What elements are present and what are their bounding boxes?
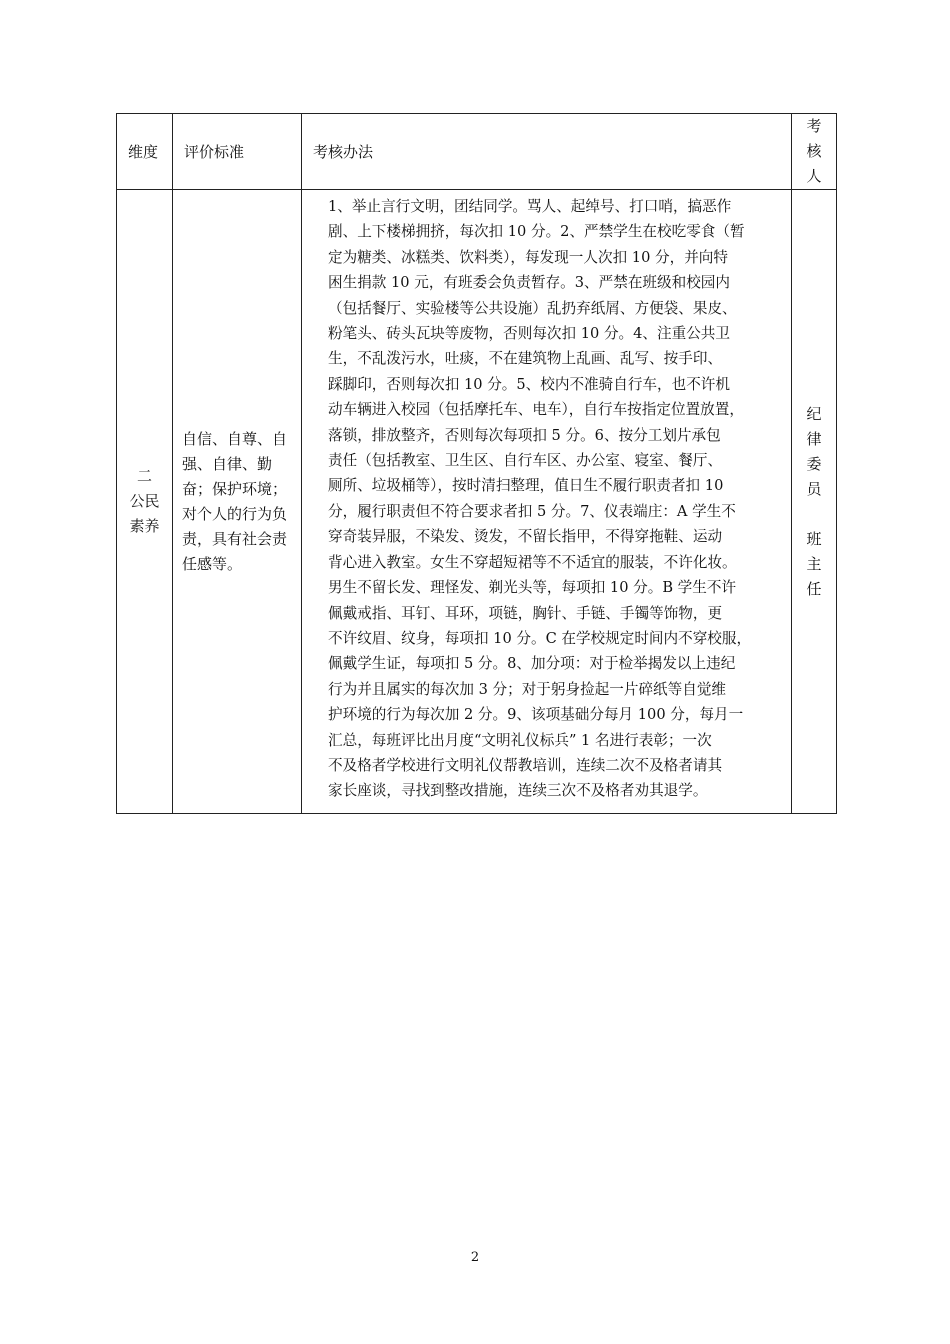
header-examiner-char: 核: [806, 142, 822, 160]
header-examiner-char: 考: [806, 117, 822, 135]
method-line: 佩戴学生证，每项扣 5 分。8、加分项：对于检举揭发以上违纪: [328, 655, 736, 673]
method-line: 背心进入教室。女生不穿超短裙等不不适宜的服装，不许化妆。: [328, 553, 737, 571]
method-line: 1、举止言行文明，团结同学。骂人、起绰号、打口哨，搞恶作: [328, 198, 732, 215]
method-line: 行为并且属实的每次加 3 分；对于躬身捡起一片碎纸等自觉维: [328, 680, 727, 698]
standard-cell: 自信、自尊、自强、自律、勤奋；保护环境；对个人的行为负责，具有社会责任感等。: [173, 190, 302, 814]
method-line: 踩脚印，否则每次扣 10 分。5、校内不准骑自行车，也不许机: [328, 375, 730, 393]
method-line: 佩戴戒指、耳钉、耳环，项链，胸针、手链、手镯等饰物，更: [328, 604, 723, 622]
examiner-char: 班: [806, 529, 822, 548]
evaluation-table: [116, 113, 837, 814]
method-line: 不许纹眉、纹身，每项扣 10 分。C 在学校规定时间内不穿校服，: [328, 629, 752, 647]
method-line: 厕所、垃圾桶等），按时清扫整理，值日生不履行职责者扣 10: [328, 477, 724, 495]
header-dimension: 维度: [117, 114, 173, 190]
method-line: 生，不乱泼污水，吐痰，不在建筑物上乱画、乱写、按手印、: [328, 350, 723, 368]
examiner-gap: [792, 502, 836, 527]
header-standard: 评价标准: [173, 114, 302, 190]
method-line: 责任（包括教室、卫生区、自行车区、办公室、寝室、餐厅、: [328, 452, 723, 470]
method-line: 汇总，每班评比出月度“文明礼仪标兵” 1 名进行表彰；一次: [328, 731, 712, 749]
table-header-row: [117, 114, 837, 190]
method-line: 男生不留长发、理怪发、剃光头等，每项扣 10 分。B 学生不许: [328, 579, 737, 597]
examiner-char: 律: [806, 429, 822, 448]
dimension-cell: [117, 190, 173, 814]
method-line: 动车辆进入校园（包括摩托车、电车），自行车按指定位置放置，: [328, 401, 744, 419]
dimension-line: 素养: [129, 517, 160, 535]
header-method: 考核办法: [302, 114, 792, 190]
method-line: 落锁，排放整齐，否则每次每项扣 5 分。6、按分工划片承包: [328, 426, 721, 444]
examiner-char: 委: [806, 454, 822, 473]
method-line: 困生捐款 10 元，有班委会负责暂存。3、严禁在班级和校园内: [328, 274, 730, 292]
method-cell: [302, 190, 792, 814]
examiner-char: 纪: [806, 404, 822, 423]
examiner-char: 任: [806, 579, 822, 598]
method-line: （包括餐厅、实验楼等公共设施）乱扔弃纸屑、方便袋、果皮、: [328, 299, 737, 317]
examiner-cell: [792, 190, 837, 814]
method-line: 不及格者学校进行文明礼仪帮教培训，连续二次不及格者请其: [328, 756, 723, 774]
method-line: 家长座谈，寻找到整改措施，连续三次不及格者劝其退学。: [328, 782, 708, 800]
examiner-char: 主: [806, 554, 822, 573]
table-row: [117, 190, 837, 814]
method-line: 分，履行职责但不符合要求者扣 5 分。7、仪表端庄：A 学生不: [328, 502, 736, 520]
header-examiner: [792, 114, 837, 190]
dimension-line: 二: [136, 467, 152, 485]
method-line: 剧、上下楼梯拥挤，每次扣 10 分。2、严禁学生在校吃零食（暂: [328, 223, 745, 241]
method-line: 穿奇装异服，不染发、烫发，不留长指甲，不得穿拖鞋、运动: [328, 528, 723, 546]
examiner-char: 员: [806, 479, 822, 498]
method-line: 护环境的行为每次加 2 分。9、该项基础分每月 100 分，每月一: [328, 706, 744, 724]
header-examiner-char: 人: [806, 167, 822, 185]
method-line: 粉笔头、砖头瓦块等废物，否则每次扣 10 分。4、注重公共卫: [328, 325, 730, 343]
dimension-line: 公民: [129, 492, 160, 510]
page-number: 2: [470, 1250, 480, 1265]
method-line: 定为糖类、冰糕类、饮料类），每发现一人次扣 10 分，并向特: [328, 248, 728, 266]
